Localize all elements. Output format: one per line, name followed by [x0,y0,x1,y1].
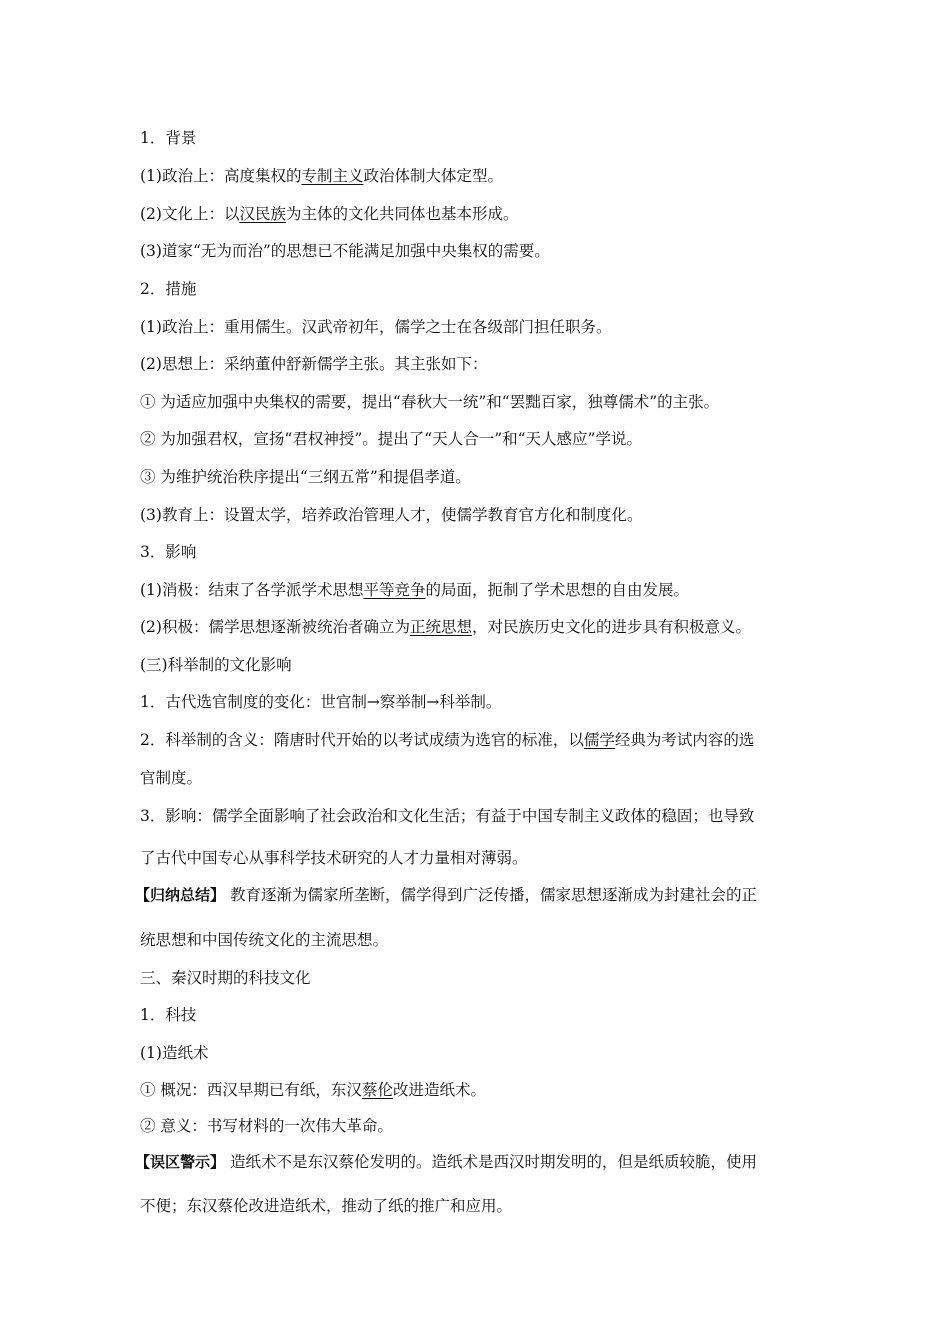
text: (1)消极：结束了各学派学术思想 [140,581,364,599]
text: 了古代中国专心从事科学技术研究的人才力量相对薄弱。 [140,849,528,867]
heading-background: 1．背景 [140,129,197,147]
text: ② 意义：书写材料的一次伟大革命。 [140,1117,393,1135]
text: (3)教育上：设置太学，培养政治管理人才，使儒学教育官方化和制度化。 [140,506,643,524]
line-23 [140,968,820,988]
text: ③ 为维护统治秩序提出“三纲五常”和提倡孝道。 [140,468,471,486]
underlined-term: 专制主义 [301,167,364,185]
text: 1．古代选官制度的变化：世官制→察举制→科举制。 [140,693,502,711]
text: 造纸术不是东汉蔡伦发明的。造纸术是西汉时期发明的，但是纸质较脆，使用 [225,1153,757,1171]
underlined-term: 儒学 [583,731,615,749]
underlined-term: 平等竞争 [363,581,426,599]
text: 政治体制大体定型。 [363,167,503,185]
line-15 [140,655,820,675]
line-22 [140,930,820,950]
text: 的局面，扼制了学术思想的自由发展。 [425,581,689,599]
line-6 [140,317,820,337]
line-24 [140,1005,820,1025]
line-16 [140,692,820,712]
line-10 [140,467,820,487]
text: 3．影响：儒学全面影响了社会政治和文化生活；有益于中国专制主义政体的稳固；也导致 [140,807,755,825]
underlined-term: 正统思想 [409,618,472,636]
text: 经典为考试内容的选 [614,731,755,749]
text: ，对民族历史文化的进步具有积极意义。 [471,618,751,636]
line-29 [140,1196,820,1216]
heading-impact: 3．影响 [140,543,197,561]
line-17 [140,730,820,750]
line-27 [140,1116,820,1136]
text: 不便；东汉蔡伦改进造纸术，推动了纸的推广和应用。 [140,1197,513,1215]
line-20 [140,848,820,868]
line-21 [135,885,815,905]
text: 统思想和中国传统文化的主流思想。 [140,931,389,949]
section-heading: 三、秦汉时期的科技文化 [140,969,311,987]
line-12 [140,542,820,562]
line-5 [140,279,820,299]
line-13 [140,580,820,600]
text: (1)政治上：重用儒生。汉武帝初年，儒学之士在各级部门担任职务。 [140,318,612,336]
text: ① 为适应加强中央集权的需要，提出“春秋大一统”和“罢黜百家，独尊儒术”的主张。 [140,393,720,411]
line-1 [140,128,820,148]
line-18 [140,768,820,788]
line-14 [140,617,820,637]
line-26 [140,1080,820,1100]
text: (1)造纸术 [140,1044,209,1062]
line-25 [140,1043,820,1063]
text: (2)思想上：采纳董仲舒新儒学主张。其主张如下： [140,355,488,373]
text: 2．科举制的含义：隋唐时代开始的以考试成绩为选官的标准，以 [140,731,584,749]
summary-tag: 【归纳总结】 [135,886,226,904]
underlined-term: 汉民族 [239,205,286,223]
text: (2)积极：儒学思想逐渐被统治者确立为 [140,618,410,636]
line-11 [140,505,820,525]
line-8 [140,392,820,412]
line-2 [140,166,820,186]
line-9 [140,429,820,449]
text: ① 概况：西汉早期已有纸，东汉 [140,1081,362,1099]
text: 改进造纸术。 [392,1081,486,1099]
text: 为主体的文化共同体也基本形成。 [285,205,519,223]
text: (3)道家“无为而治”的思想已不能满足加强中央集权的需要。 [140,242,550,260]
line-19 [140,806,820,826]
heading-science: 1．科技 [140,1006,197,1024]
line-4 [140,241,820,261]
text: (2)文化上：以 [140,205,240,223]
section-heading: (三)科举制的文化影响 [140,656,292,674]
line-7 [140,354,820,374]
line-28 [135,1152,815,1172]
heading-measures: 2．措施 [140,280,197,298]
line-3 [140,204,820,224]
text: (1)政治上：高度集权的 [140,167,302,185]
warning-tag: 【误区警示】 [135,1153,226,1171]
text: 官制度。 [140,769,203,787]
text: 教育逐渐为儒家所垄断，儒学得到广泛传播，儒家思想逐渐成为封建社会的正 [225,886,757,904]
underlined-term: 蔡伦 [361,1081,393,1099]
text: ② 为加强君权，宣扬“君权神授”。提出了“天人合一”和“天人感应”学说。 [140,430,642,448]
